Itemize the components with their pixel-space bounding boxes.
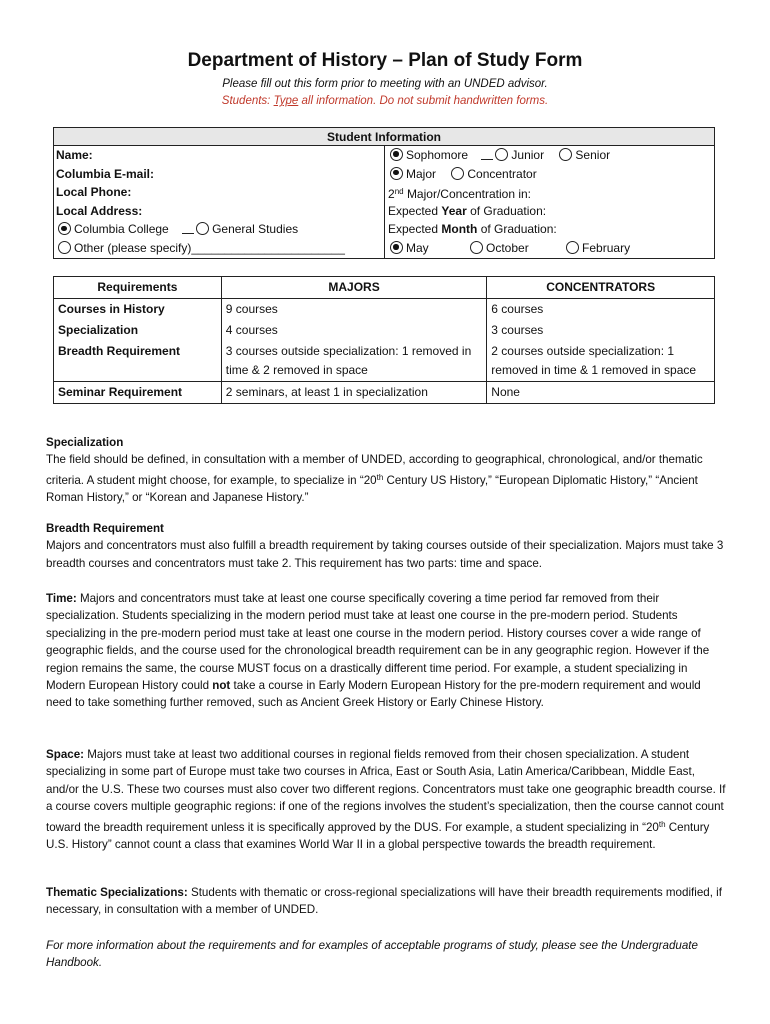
option-general-studies[interactable]: General Studies bbox=[182, 220, 298, 239]
radio-empty-icon[interactable] bbox=[566, 241, 579, 254]
table-header-row bbox=[54, 277, 715, 299]
option-senior[interactable]: Senior bbox=[557, 146, 610, 165]
column-header: MAJORS bbox=[221, 277, 487, 299]
instructions-line-1: Please fill out this form prior to meeting with an UNDED advisor. bbox=[222, 78, 548, 90]
month-options bbox=[388, 239, 714, 258]
specialization-section bbox=[46, 434, 726, 507]
table-cell: 3 courses outside specialization: 1 removed in time & 2 removed in space bbox=[221, 341, 487, 382]
radio-selected-icon[interactable] bbox=[390, 241, 403, 254]
phone-label: Local Phone: bbox=[56, 185, 132, 200]
class-year-options bbox=[388, 146, 714, 165]
column-header: CONCENTRATORS bbox=[487, 277, 715, 299]
column-header: Requirements bbox=[54, 277, 222, 299]
program-options bbox=[388, 165, 714, 184]
thematic-section: Thematic Specializations: Students with thematic or cross-regional specializations will have their breadth requirements modified, if necessary, in consultation with a member of UNDED. bbox=[46, 886, 722, 917]
time-label: Time: bbox=[46, 592, 77, 605]
radio-selected-icon[interactable] bbox=[390, 148, 403, 161]
option-junior[interactable]: Junior bbox=[481, 146, 544, 165]
radio-empty-icon[interactable] bbox=[495, 148, 508, 161]
table-row bbox=[54, 299, 715, 321]
student-info-right bbox=[384, 146, 714, 258]
student-info-left bbox=[54, 146, 384, 258]
space-section: Space: Majors must take at least two additional courses in regional fields removed from their chosen specialization. A student specializing in some part of Europe must take two courses in Africa, East or South Asia, Latin America/Caribbean, Middle East, and/or the U.S. These two courses must also cover two different regions. Concentrators must take one geographic breadth course. If a course covers multiple geographic regions: if one of the regions involves the student’s specialization, then the course cannot count toward the breadth requirement unless it is specifically approved by the DUS. For example, a student specializing in “20th Century U.S. History” cannot count a class that examines World War II in a global perspective towards the breadth requirement. bbox=[46, 748, 726, 852]
option-sophomore[interactable]: Sophomore bbox=[388, 146, 468, 165]
email-label: Columbia E-mail: bbox=[56, 166, 155, 181]
table-cell: 3 courses bbox=[487, 320, 715, 341]
school-options bbox=[56, 220, 384, 239]
requirements-table bbox=[53, 276, 715, 404]
table-cell: Seminar Requirement bbox=[54, 382, 222, 404]
radio-selected-icon[interactable] bbox=[390, 167, 403, 180]
second-major-label: 2nd Major/Concentration in: bbox=[388, 187, 531, 202]
student-info-table bbox=[53, 127, 715, 259]
name-label: Name: bbox=[56, 148, 93, 162]
space-label: Space: bbox=[46, 748, 85, 761]
time-section: Time: Majors and concentrators must take at least one course specifically covering a time period far removed from their specialization. Students specializing in the modern period must take at least one course in the pre-modern period. Students specializing in the pre-modern period must take at least one course in the modern period. History courses cover a wide range of geographic fields, and the course used for the chronological breadth requirement can be in any geographic region. However if the region remains the same, the course MUST focus on a drastically different time period. For example, a student specializing in Modern European History could not take a course in Early Modern European History for the pre-modern requirement and would need to take something further removed, such as Ancient Greek History or Early Chinese History. bbox=[46, 592, 710, 710]
table-cell: None bbox=[487, 382, 715, 404]
table-cell: 9 courses bbox=[221, 299, 487, 321]
breadth-section bbox=[46, 520, 726, 572]
footer-note: For more information about the requirements and for examples of acceptable programs of study, please see the Undergraduate Handbook. bbox=[46, 939, 698, 970]
table-cell: 4 courses bbox=[221, 320, 487, 341]
radio-empty-icon[interactable] bbox=[196, 222, 209, 235]
section-heading: Specialization bbox=[46, 436, 124, 449]
radio-empty-icon[interactable] bbox=[58, 241, 71, 254]
instructions-line-2: Students: Type all information. Do not submit handwritten forms. bbox=[221, 95, 549, 107]
page-title: Department of History – Plan of Study Form bbox=[187, 50, 583, 71]
option-major[interactable]: Major bbox=[388, 165, 436, 184]
option-october[interactable]: October bbox=[468, 239, 529, 258]
table-cell: Breadth Requirement bbox=[54, 341, 222, 382]
radio-empty-icon[interactable] bbox=[559, 148, 572, 161]
option-columbia-college[interactable]: Columbia College bbox=[56, 220, 169, 239]
table-cell: 2 courses outside specialization: 1 removed in time & 1 removed in space bbox=[487, 341, 715, 382]
option-february[interactable]: February bbox=[564, 239, 630, 258]
specialization-text: The field should be defined, in consultation with a member of UNDED, according to geographical, chronological, and/or thematic criteria. A student might choose, for example, to specialize in “20th Century US History,” “European Diplomatic History,” “Ancient Roman History,” or “Korean and Japanese History.” bbox=[46, 453, 703, 505]
table-cell: 6 courses bbox=[487, 299, 715, 321]
option-concentrator[interactable]: Concentrator bbox=[449, 165, 536, 184]
address-label: Local Address: bbox=[56, 203, 143, 218]
table-cell: Specialization bbox=[54, 320, 222, 341]
grad-month-label: Expected Month of Graduation: bbox=[388, 222, 557, 237]
table-row bbox=[54, 341, 715, 382]
table-row bbox=[54, 320, 715, 341]
section-heading: Breadth Requirement bbox=[46, 522, 164, 535]
student-info-heading: Student Information bbox=[54, 128, 714, 146]
radio-empty-icon[interactable] bbox=[451, 167, 464, 180]
option-other[interactable]: Other (please specify)_______________________ bbox=[56, 239, 384, 258]
table-cell: 2 seminars, at least 1 in specialization bbox=[221, 382, 487, 404]
radio-empty-icon[interactable] bbox=[470, 241, 483, 254]
breadth-text: Majors and concentrators must also fulfill a breadth requirement by taking courses outside of their specialization. Majors must take 3 breadth courses and concentrators must take 2. This requirement has two parts: time and space. bbox=[46, 539, 724, 570]
table-cell: Courses in History bbox=[54, 299, 222, 321]
table-row bbox=[54, 382, 715, 404]
grad-year-label: Expected Year of Graduation: bbox=[388, 203, 547, 218]
radio-selected-icon[interactable] bbox=[58, 222, 71, 235]
option-may[interactable]: May bbox=[388, 239, 429, 258]
thematic-label: Thematic Specializations: bbox=[46, 886, 188, 899]
